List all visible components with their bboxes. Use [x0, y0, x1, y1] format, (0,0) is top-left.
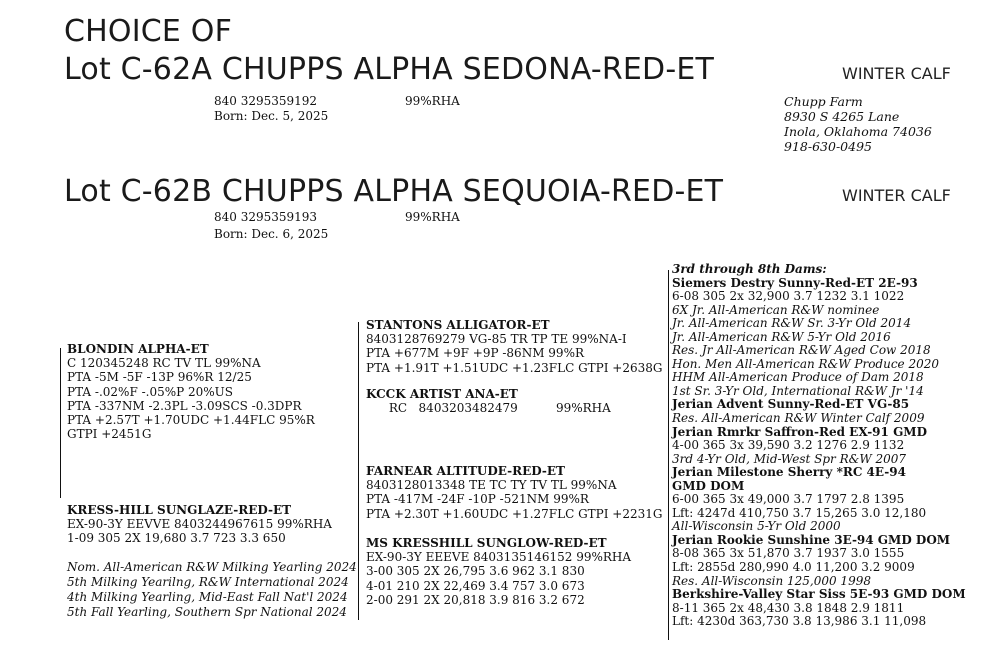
dam-5-name: Jerian Rmrkr Saffron-Red EX-91 GMD: [672, 424, 927, 439]
consignor-address: 8930 S 4265 Lane: [784, 109, 900, 124]
dam-dam-line: 2-00 291 2X 20,818 3.9 816 3.2 672: [366, 592, 585, 607]
dam-3-line: Jr. All-American R&W Sr. 3-Yr Old 2014: [672, 316, 912, 331]
dam-7-name: Jerian Rookie Sunshine 3E-94 GMD DOM: [672, 532, 951, 547]
sire-sire-block: [366, 318, 662, 375]
dam-8-line: Lft: 4230d 363,730 3.8 13,986 3.1 11,098: [672, 614, 927, 629]
dam-honor: Nom. All-American R&W Milking Yearling 2024: [67, 560, 357, 574]
dam-4-line: Res. All-American R&W Winter Calf 2009: [672, 411, 925, 426]
dam-7-line: Res. All-Wisconsin 125,000 1998: [672, 573, 871, 588]
dam-3-line: Jr. All-American R&W 5-Yr Old 2016: [672, 329, 891, 344]
deep-dams-heading: 3rd through 8th Dams:: [672, 262, 827, 276]
dam-honors: [67, 560, 357, 620]
sire-sire-line: PTA +1.91T +1.51UDC +1.23FLC GTPI +2638G: [366, 360, 663, 375]
dam-3-line: 6-08 305 2x 32,900 3.7 1232 3.1 1022: [672, 289, 905, 304]
consignor-phone: 918-630-0495: [784, 139, 872, 154]
dam-7-line: 8-08 365 3x 51,870 3.7 1937 3.0 1555: [672, 546, 905, 561]
dam-honor: 5th Fall Yearling, Southern Spr National 2024: [67, 605, 347, 619]
lot-b-title: Lot C-62B CHUPPS ALPHA SEQUOIA-RED-ET: [64, 174, 724, 209]
dam-6-name-continued: GMD DOM: [672, 478, 745, 493]
dam-dam-bracket-line: [358, 470, 359, 620]
dam-6-line: 6-00 365 3x 49,000 3.7 1797 2.8 1395: [672, 492, 905, 507]
dam-dam-line: 3-00 305 2X 26,795 3.6 962 3.1 830: [366, 564, 585, 579]
dam-sire-line: PTA +2.30T +1.60UDC +1.27FLC GTPI +2231G: [366, 506, 663, 521]
lot-a-title: Lot C-62A CHUPPS ALPHA SEDONA-RED-ET: [64, 52, 715, 87]
dam-3-line: Hon. Men All-American R&W Produce 2020: [672, 356, 939, 371]
sire-dam-line: RC 8403203482479 99%RHA: [366, 401, 611, 416]
sire-line: GTPI +2451G: [67, 427, 152, 442]
dam-3-line: Res. Jr All-American R&W Aged Cow 2018: [672, 343, 931, 358]
lot-b-class: WINTER CALF: [842, 186, 951, 205]
lot-a-born: Born: Dec. 5, 2025: [214, 109, 329, 123]
sire-line: PTA +2.57T +1.70UDC +1.44FLC 95%R: [67, 413, 315, 428]
lot-a-class: WINTER CALF: [842, 64, 951, 83]
dam-line: EX-90-3Y EEVVE 8403244967615 99%RHA: [67, 517, 332, 532]
sire-bracket-line: [60, 348, 61, 498]
lot-b-born: Born: Dec. 6, 2025: [214, 227, 329, 241]
sire-sire-line: 8403128769279 VG-85 TR TP TE 99%NA-I: [366, 332, 627, 347]
dam-dam-line: 4-01 210 2X 22,469 3.4 757 3.0 673: [366, 578, 585, 593]
dam-3-line: HHM All-American Produce of Dam 2018: [672, 370, 924, 385]
sire-dam-name: KCCK ARTIST ANA-ET: [366, 387, 518, 401]
sire-sire-name: STANTONS ALLIGATOR-ET: [366, 318, 550, 332]
sire-dam-block: [366, 387, 611, 415]
dam-sire-line: PTA -417M -24F -10P -521NM 99%R: [366, 492, 589, 507]
dam-4-name: Jerian Advent Sunny-Red-ET VG-85: [672, 397, 910, 412]
dam-6-name: Jerian Milestone Sherry *RC 4E-94: [672, 465, 906, 480]
dam-8-name: Berkshire-Valley Star Siss 5E-93 GMD DOM: [672, 587, 966, 602]
sire-line: C 120345248 RC TV TL 99%NA: [67, 356, 261, 371]
sire-line: PTA -337NM -2.3PL -3.09SCS -0.3DPR: [67, 398, 302, 413]
dam-5-line: 3rd 4-Yr Old, Mid-West Spr R&W 2007: [672, 451, 907, 466]
sire-name: BLONDIN ALPHA-ET: [67, 342, 209, 356]
choice-of-heading: CHOICE OF: [64, 14, 233, 49]
deep-dams-block: [672, 263, 966, 629]
consignor-block: [784, 94, 932, 154]
dam-dam-name: MS KRESSHILL SUNGLOW-RED-ET: [366, 536, 607, 550]
dam-dam-block: [366, 536, 631, 607]
dam-7-line: Lft: 2855d 280,990 4.0 11,200 3.2 9009: [672, 560, 915, 575]
dam-3-line: 1st Sr. 3-Yr Old, International R&W Jr '14: [672, 383, 924, 398]
dam-3-name: Siemers Destry Sunny-Red-ET 2E-93: [672, 275, 918, 290]
dam-8-line: 8-11 365 2x 48,430 3.8 1848 2.9 1811: [672, 600, 905, 615]
dam-sire-name: FARNEAR ALTITUDE-RED-ET: [366, 464, 565, 478]
sire-sire-line: PTA +677M +9F +9P -86NM 99%R: [366, 346, 585, 361]
dam-3-line: 6X Jr. All-American R&W nominee: [672, 302, 880, 317]
dam-6-line: All-Wisconsin 5-Yr Old 2000: [672, 519, 841, 534]
consignor-city: Inola, Oklahoma 74036: [784, 124, 932, 139]
deep-dams-bracket-line: [668, 270, 669, 640]
sire-line: PTA -5M -5F -13P 96%R 12/25: [67, 370, 252, 385]
consignor-name: Chupp Farm: [784, 94, 863, 109]
dam-sire-line: 8403128013348 TE TC TY TV TL 99%NA: [366, 478, 617, 493]
dam-honor: 4th Milking Yearling, Mid-East Fall Nat'l 2024: [67, 590, 348, 604]
sire-line: PTA -.02%F -.05%P 20%US: [67, 384, 234, 399]
sire-block: [67, 342, 315, 441]
dam-5-line: 4-00 365 3x 39,590 3.2 1276 2.9 1132: [672, 438, 905, 453]
dam-block: [67, 503, 332, 546]
dam-dam-line: EX-90-3Y EEEVE 8403135146152 99%RHA: [366, 550, 632, 565]
dam-6-line: Lft: 4247d 410,750 3.7 15,265 3.0 12,180: [672, 505, 927, 520]
dam-line: 1-09 305 2X 19,680 3.7 723 3.3 650: [67, 531, 286, 546]
lot-a-registration: 840 3295359192: [214, 94, 318, 108]
dam-sire-block: [366, 464, 662, 521]
dam-honor: 5th Milking Yearilng, R&W International 2024: [67, 575, 349, 589]
sire-sire-bracket-line: [358, 322, 359, 470]
lot-a-rha: 99%RHA: [405, 94, 460, 108]
lot-b-registration: 840 3295359193: [214, 210, 318, 224]
dam-name: KRESS-HILL SUNGLAZE-RED-ET: [67, 503, 292, 517]
lot-b-rha: 99%RHA: [405, 210, 460, 224]
